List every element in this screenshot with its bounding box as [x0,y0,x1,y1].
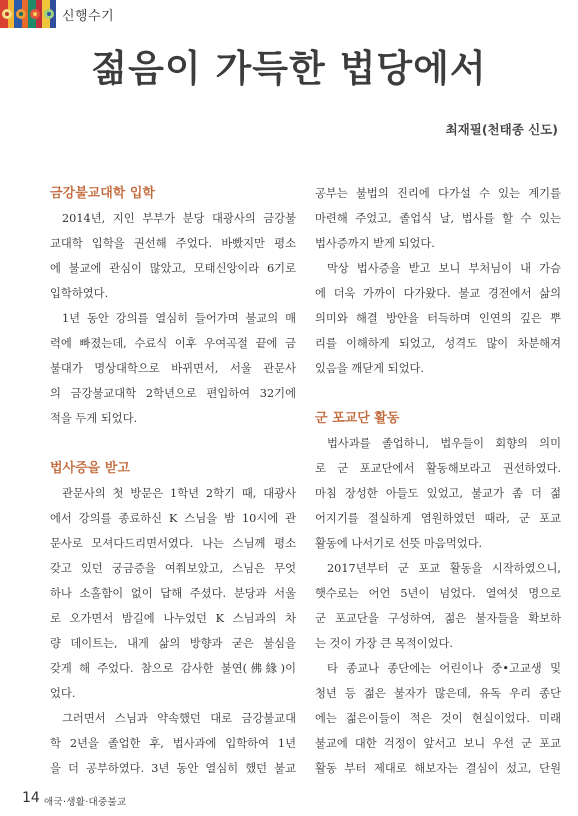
body-text-line: 갖게 해 주었다. 참으로 감사한 불연(佛緣)이 [50,662,296,675]
header-decorative-pattern [0,0,56,28]
body-text-line: 활동에 나서기로 선뜻 마음먹었다. [315,537,483,550]
body-text-line: 2014년, 지인 부부가 분당 대광사의 금강불 [62,212,296,225]
footer-slogan: 애국·생활·대중불교 [44,797,127,808]
body-text-line: 의 금강불교대학 2학년으로 편입하여 32기에 [50,387,296,400]
body-text-line: 을 더 공부하였다. 3년 동안 열심히 했던 불교 [50,762,296,775]
body-text-line: 하나 소홀함이 없이 답해 주셨다. 분당과 서울 [50,587,296,600]
left-column [50,181,296,781]
ornament-icon [0,0,56,28]
body-text-line: 관문사의 첫 방문은 1학년 2학기 때, 대광사 [62,487,296,500]
section-heading: 군 포교단 활동 [315,411,400,426]
body-text-line: 교대학 입학을 권선해 주었다. 바빴지만 평소 [50,237,296,250]
body-text-line: 량 데이트는, 내게 삶의 방향과 굳은 불심을 [50,637,296,650]
body-text-line: 있음을 깨닫게 되었다. [315,362,424,375]
body-text-line: 막상 법사증을 받고 보니 부처님이 내 가슴 [327,262,561,275]
body-text-line: 마침 장성한 아들도 있었고, 불교가 좀 더 젊 [315,487,561,500]
body-text-line: 군 포교단을 구성하여, 젊은 불자들을 확보하 [315,612,561,625]
body-text-line: 력에 빠졌는데, 수료식 이후 우여곡절 끝에 금 [50,337,296,350]
body-text-line: 에는 젊은이들이 적은 것이 현실이었다. 미래 [315,712,561,725]
body-text-line: 마련해 주었고, 졸업식 날, 법사를 할 수 있는 [315,212,561,225]
right-column [315,181,561,781]
body-text-line: 의미와 해결 방안을 터득하며 인연의 깊은 뿌 [315,312,561,325]
body-text-line: 타 종교나 종단에는 어린이나 중•고교생 및 [327,662,561,675]
article-title: 젊음이 가득한 법당에서 [91,47,487,90]
page-number: 14 [22,790,40,806]
body-text-line: 로 오가면서 밤길에 나누었던 K 스님과의 차 [50,612,296,625]
body-text-line: 법사증까지 받게 되었다. [315,237,435,250]
body-text-line: 불대가 명상대학으로 바뀌면서, 서울 관문사 [50,362,296,375]
body-text-line: 활동 부터 제대로 해보자는 결심이 섰고, 단원 [315,762,561,775]
body-text-line: 리를 이해하게 되었고, 성격도 많이 차분해져 [315,337,561,350]
section-heading: 법사증을 받고 [50,461,130,476]
body-text-line: 에 더욱 가까이 다가왔다. 불교 경전에서 삶의 [315,287,561,300]
body-text-line: 1년 동안 강의를 열심히 들어가며 불교의 매 [62,312,296,325]
body-text-line: 학 2년을 졸업한 후, 법사과에 입학하여 1년 [50,737,296,750]
body-text-line: 적을 두게 되었다. [50,412,138,425]
author-byline: 최재필(천태종 신도) [445,122,558,137]
body-text-line: 는 것이 가장 큰 목적이었다. [315,637,453,650]
body-text-line: 어지기를 절실하게 염원하였던 때라, 군 포교 [315,512,561,525]
body-text-line: 로 군 포교단에서 활동해보라고 권선하였다. [315,462,561,475]
body-text-line: 에서 강의를 종료하신 K 스님을 밤 10시에 관 [50,512,296,525]
body-text-line: 그러면서 스님과 약속했던 대로 금강불교대 [62,712,296,725]
paragraph-gap [315,381,561,406]
body-text-line: 공부는 불법의 진리에 다가설 수 있는 계기를 [315,187,561,200]
body-text-line: 었다. [50,687,76,700]
body-text-line: 불교에 대한 걱정이 앞서고 보니 우선 군 포교 [315,737,561,750]
body-text-line: 갖고 있던 궁금증을 여쭤보았고, 스님은 무엇 [50,562,296,575]
body-text-line: 법사과를 졸업하니, 법우들이 회향의 의미 [327,437,561,450]
body-text-line: 청년 등 젊은 불자가 많은데, 유독 우리 종단 [315,687,561,700]
body-text-line: 에 불교에 관심이 많았고, 모태신앙이라 6기로 [50,262,296,275]
body-text-line: 햇수로는 어언 5년이 넘었다. 열여섯 명으로 [315,587,561,600]
body-text-line: 문사로 모셔다드리면서였다. 나는 스님께 평소 [50,537,296,550]
section-heading: 금강불교대학 입학 [50,186,155,201]
paragraph-gap [50,431,296,456]
body-text-line: 2017년부터 군 포교 활동을 시작하였으니, [327,562,561,575]
body-text-line: 입학하였다. [50,287,109,300]
section-label: 신행수기 [62,9,115,24]
